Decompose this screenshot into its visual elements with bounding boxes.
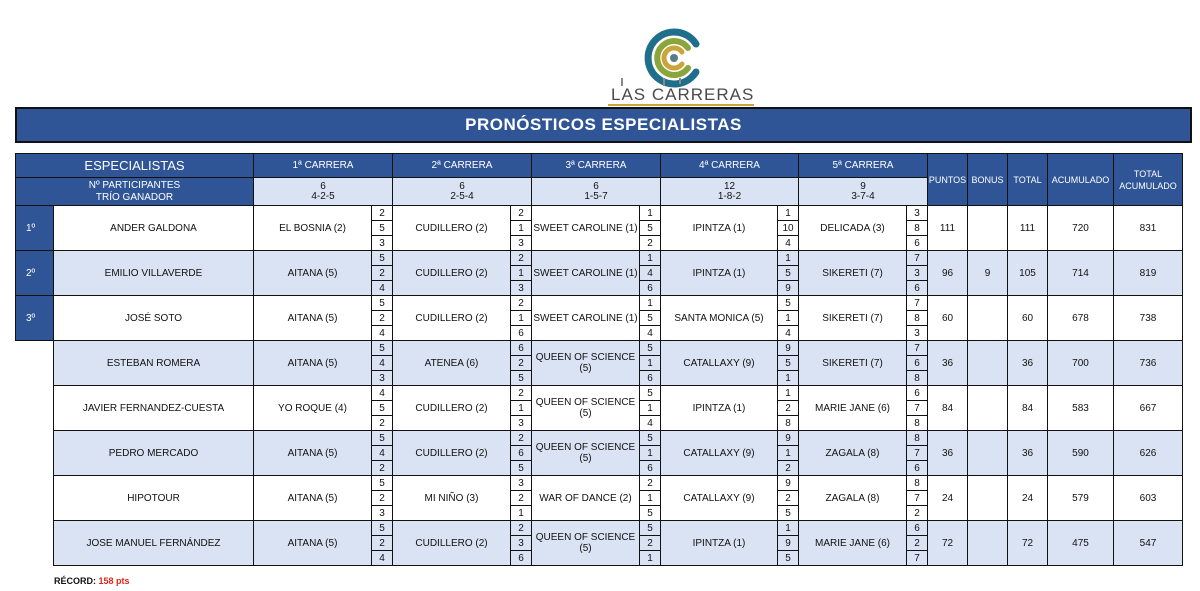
puntos-header: PUNTOS <box>928 154 968 206</box>
race-3-header: 3ª CARRERA <box>532 154 661 178</box>
pick-number: 5 <box>640 521 661 536</box>
pick-number: 8 <box>778 416 799 431</box>
pick-number: 4 <box>372 551 393 566</box>
horse-pick: IPINTZA (1) <box>661 251 778 296</box>
horse-pick: ATENEA (6) <box>393 341 511 386</box>
rank-cell <box>16 521 54 566</box>
horse-pick: SWEET CAROLINE (1) <box>532 206 640 251</box>
specialist-name: JOSE MANUEL FERNÁNDEZ <box>54 521 254 566</box>
pick-number: 3 <box>907 206 928 221</box>
rank-cell <box>16 431 54 476</box>
horse-pick: AITANA (5) <box>254 431 372 476</box>
pick-number: 6 <box>640 461 661 476</box>
pick-number: 1 <box>778 371 799 386</box>
horse-pick: SIKERETI (7) <box>799 296 907 341</box>
horse-pick: SIKERETI (7) <box>799 251 907 296</box>
puntos-cell: 84 <box>928 386 968 431</box>
pick-number: 4 <box>640 416 661 431</box>
total-acumulado-cell: 831 <box>1114 206 1183 251</box>
pick-number: 5 <box>372 401 393 416</box>
horse-pick: CATALLAXY (9) <box>661 431 778 476</box>
pick-number: 5 <box>640 431 661 446</box>
pick-number: 5 <box>640 221 661 236</box>
race-participants: 6 <box>320 180 326 192</box>
horse-pick: AITANA (5) <box>254 251 372 296</box>
pick-number: 6 <box>907 521 928 536</box>
puntos-cell: 36 <box>928 341 968 386</box>
acumulado-cell: 590 <box>1048 431 1114 476</box>
pick-number: 6 <box>640 371 661 386</box>
total-acumulado-cell: 603 <box>1114 476 1183 521</box>
table-row <box>16 521 1183 536</box>
pick-number: 9 <box>778 281 799 296</box>
pick-number: 1 <box>778 386 799 401</box>
pick-number: 3 <box>372 236 393 251</box>
total-acumulado-cell: 547 <box>1114 521 1183 566</box>
rank-cell <box>16 341 54 386</box>
race-5-info <box>799 178 928 206</box>
horse-pick: MARIE JANE (6) <box>799 386 907 431</box>
race-trio: 3-7-4 <box>851 190 875 202</box>
pick-number: 1 <box>511 506 532 521</box>
bonus-cell <box>968 341 1008 386</box>
pick-number: 6 <box>907 461 928 476</box>
logo-underline <box>608 104 754 106</box>
pick-number: 5 <box>640 311 661 326</box>
pick-number: 2 <box>511 356 532 371</box>
pick-number: 2 <box>640 236 661 251</box>
pick-number: 5 <box>372 251 393 266</box>
pick-number: 2 <box>511 206 532 221</box>
pick-number: 3 <box>511 536 532 551</box>
horse-pick: MI NIÑO (3) <box>393 476 511 521</box>
total-acumulado-cell: 819 <box>1114 251 1183 296</box>
pick-number: 3 <box>907 326 928 341</box>
pick-number: 5 <box>511 371 532 386</box>
pick-number: 1 <box>778 521 799 536</box>
pick-number: 2 <box>372 461 393 476</box>
horse-pick: WAR OF DANCE (2) <box>532 476 640 521</box>
horse-pick: IPINTZA (1) <box>661 521 778 566</box>
pick-number: 2 <box>372 416 393 431</box>
race-1-header: 1ª CARRERA <box>254 154 393 178</box>
total-cell: 111 <box>1008 206 1048 251</box>
horse-pick: MARIE JANE (6) <box>799 521 907 566</box>
acumulado-cell: 714 <box>1048 251 1114 296</box>
rank-cell: 3º <box>16 296 54 341</box>
pick-number: 5 <box>640 341 661 356</box>
total-cell: 36 <box>1008 431 1048 476</box>
pick-number: 2 <box>372 206 393 221</box>
total-cell: 84 <box>1008 386 1048 431</box>
rank-cell <box>16 476 54 521</box>
horse-pick: IPINTZA (1) <box>661 386 778 431</box>
total-cell: 36 <box>1008 341 1048 386</box>
bonus-cell: 9 <box>968 251 1008 296</box>
pick-number: 2 <box>511 521 532 536</box>
pick-number: 6 <box>907 281 928 296</box>
pick-number: 1 <box>640 446 661 461</box>
pick-number: 2 <box>372 266 393 281</box>
pick-number: 7 <box>907 491 928 506</box>
horse-pick: AITANA (5) <box>254 521 372 566</box>
bonus-cell <box>968 386 1008 431</box>
race-4-header: 4ª CARRERA <box>661 154 799 178</box>
total-header: TOTAL <box>1008 154 1048 206</box>
race-participants: 6 <box>593 180 599 192</box>
specialist-name: ANDER GALDONA <box>54 206 254 251</box>
pick-number: 7 <box>907 296 928 311</box>
acumulado-cell: 475 <box>1048 521 1114 566</box>
total-acumulado-header: TOTAL ACUMULADO <box>1114 154 1183 206</box>
pick-number: 8 <box>907 416 928 431</box>
pick-number: 4 <box>372 446 393 461</box>
pick-number: 5 <box>640 506 661 521</box>
pick-number: 2 <box>511 491 532 506</box>
rank-cell <box>16 386 54 431</box>
pick-number: 2 <box>511 386 532 401</box>
pick-number: 9 <box>778 536 799 551</box>
pick-number: 3 <box>511 236 532 251</box>
specialist-name: JAVIER FERNANDEZ-CUESTA <box>54 386 254 431</box>
total-cell: 105 <box>1008 251 1048 296</box>
total-cell: 60 <box>1008 296 1048 341</box>
pick-number: 9 <box>778 431 799 446</box>
horse-pick: SANTA MONICA (5) <box>661 296 778 341</box>
pick-number: 1 <box>640 401 661 416</box>
pick-number: 3 <box>372 506 393 521</box>
participants-trio-header <box>16 178 254 206</box>
horse-pick: CUDILLERO (2) <box>393 206 511 251</box>
specialists-header: ESPECIALISTAS <box>16 154 254 178</box>
horse-pick: ZAGALA (8) <box>799 431 907 476</box>
pick-number: 1 <box>778 311 799 326</box>
pick-number: 4 <box>640 266 661 281</box>
pick-number: 2 <box>778 491 799 506</box>
horse-pick: QUEEN OF SCIENCE (5) <box>532 386 640 431</box>
horse-pick: SIKERETI (7) <box>799 341 907 386</box>
total-acumulado-cell: 626 <box>1114 431 1183 476</box>
pick-number: 4 <box>372 386 393 401</box>
rank-cell: 2º <box>16 251 54 296</box>
pick-number: 8 <box>907 221 928 236</box>
acumulado-cell: 720 <box>1048 206 1114 251</box>
pick-number: 1 <box>511 221 532 236</box>
pick-number: 6 <box>907 386 928 401</box>
pick-number: 5 <box>778 356 799 371</box>
total-cell: 72 <box>1008 521 1048 566</box>
specialist-name: PEDRO MERCADO <box>54 431 254 476</box>
pick-number: 2 <box>372 311 393 326</box>
acumulado-cell: 700 <box>1048 341 1114 386</box>
pick-number: 1 <box>511 266 532 281</box>
puntos-cell: 36 <box>928 431 968 476</box>
pick-number: 2 <box>511 251 532 266</box>
pick-number: 1 <box>778 251 799 266</box>
pick-number: 7 <box>907 401 928 416</box>
pick-number: 6 <box>640 281 661 296</box>
bonus-cell <box>968 521 1008 566</box>
pick-number: 2 <box>640 536 661 551</box>
table-row <box>16 296 1183 311</box>
pick-number: 5 <box>778 506 799 521</box>
specialist-name: ESTEBAN ROMERA <box>54 341 254 386</box>
rank-cell: 1º <box>16 206 54 251</box>
bonus-cell <box>968 206 1008 251</box>
pick-number: 2 <box>372 536 393 551</box>
puntos-cell: 72 <box>928 521 968 566</box>
race-4-info <box>661 178 799 206</box>
pick-number: 7 <box>907 341 928 356</box>
race-2-header: 2ª CARRERA <box>393 154 532 178</box>
pick-number: 6 <box>907 236 928 251</box>
puntos-cell: 24 <box>928 476 968 521</box>
pick-number: 10 <box>778 221 799 236</box>
horse-pick: AITANA (5) <box>254 296 372 341</box>
pick-number: 1 <box>640 356 661 371</box>
pick-number: 4 <box>372 326 393 341</box>
acumulado-cell: 678 <box>1048 296 1114 341</box>
pick-number: 2 <box>372 491 393 506</box>
total-acumulado-cell: 738 <box>1114 296 1183 341</box>
horse-pick: YO ROQUE (4) <box>254 386 372 431</box>
horse-pick: AITANA (5) <box>254 476 372 521</box>
pick-number: 1 <box>778 206 799 221</box>
race-participants: 6 <box>459 180 465 192</box>
race-5-header: 5ª CARRERA <box>799 154 928 178</box>
specialist-name: EMILIO VILLAVERDE <box>54 251 254 296</box>
bonus-cell <box>968 296 1008 341</box>
pick-number: 4 <box>778 326 799 341</box>
pick-number: 5 <box>372 521 393 536</box>
race-participants: 9 <box>860 180 866 192</box>
pick-number: 8 <box>907 371 928 386</box>
record-value: 158 pts <box>98 576 130 586</box>
acumulado-cell: 583 <box>1048 386 1114 431</box>
pick-number: 3 <box>511 416 532 431</box>
horse-pick: DELICADA (3) <box>799 206 907 251</box>
pick-number: 6 <box>511 326 532 341</box>
table-row <box>16 251 1183 266</box>
table-row <box>16 386 1183 401</box>
pick-number: 6 <box>907 356 928 371</box>
pick-number: 6 <box>511 446 532 461</box>
pick-number: 1 <box>640 206 661 221</box>
pick-number: 2 <box>778 401 799 416</box>
pick-number: 7 <box>907 251 928 266</box>
horse-pick: AITANA (5) <box>254 341 372 386</box>
pick-number: 2 <box>778 461 799 476</box>
pick-number: 5 <box>778 551 799 566</box>
table-row <box>16 206 1183 221</box>
horse-pick: SWEET CAROLINE (1) <box>532 251 640 296</box>
pick-number: 3 <box>511 281 532 296</box>
horse-pick: CUDILLERO (2) <box>393 431 511 476</box>
race-trio: 1-5-7 <box>584 190 608 202</box>
pick-number: 4 <box>372 281 393 296</box>
bonus-cell <box>968 431 1008 476</box>
pick-number: 8 <box>907 476 928 491</box>
race-participants: 12 <box>723 180 736 192</box>
race-trio: 1-8-2 <box>717 190 742 202</box>
pick-number: 3 <box>511 476 532 491</box>
horse-pick: CUDILLERO (2) <box>393 386 511 431</box>
horse-pick: CUDILLERO (2) <box>393 296 511 341</box>
table-row <box>16 476 1183 491</box>
pick-number: 4 <box>640 326 661 341</box>
pick-number: 6 <box>511 341 532 356</box>
race-trio: 2-5-4 <box>450 190 474 202</box>
pick-number: 3 <box>372 371 393 386</box>
pick-number: 1 <box>511 401 532 416</box>
pick-number: 5 <box>511 461 532 476</box>
participants-label: Nº PARTICIPANTES <box>88 179 181 191</box>
pick-number: 8 <box>907 311 928 326</box>
total-cell: 24 <box>1008 476 1048 521</box>
specialist-name: JOSÉ SOTO <box>54 296 254 341</box>
pick-number: 4 <box>778 236 799 251</box>
pick-number: 9 <box>778 476 799 491</box>
page-title: PRONÓSTICOS ESPECIALISTAS <box>15 107 1192 143</box>
record-note <box>54 576 130 586</box>
pick-number: 2 <box>511 431 532 446</box>
pick-number: 5 <box>640 386 661 401</box>
pick-number: 5 <box>372 221 393 236</box>
table-row <box>16 341 1183 356</box>
pick-number: 8 <box>907 431 928 446</box>
race-trio: 4-2-5 <box>311 190 335 202</box>
acumulado-cell: 579 <box>1048 476 1114 521</box>
pick-number: 5 <box>372 296 393 311</box>
race-1-info <box>254 178 393 206</box>
race-2-info <box>393 178 532 206</box>
forecast-table <box>15 153 1183 566</box>
trio-label: TRÍO GANADOR <box>95 191 174 203</box>
race-3-info <box>532 178 661 206</box>
pick-number: 3 <box>907 266 928 281</box>
horse-pick: QUEEN OF SCIENCE (5) <box>532 431 640 476</box>
horse-pick: EL BOSNIA (2) <box>254 206 372 251</box>
puntos-cell: 111 <box>928 206 968 251</box>
horse-pick: CUDILLERO (2) <box>393 521 511 566</box>
pick-number: 7 <box>907 551 928 566</box>
horse-pick: QUEEN OF SCIENCE (5) <box>532 341 640 386</box>
pick-number: 2 <box>907 536 928 551</box>
horse-pick: CATALLAXY (9) <box>661 341 778 386</box>
horse-pick: ZAGALA (8) <box>799 476 907 521</box>
pick-number: 5 <box>372 476 393 491</box>
pick-number: 6 <box>511 551 532 566</box>
bonus-cell <box>968 476 1008 521</box>
pick-number: 4 <box>372 356 393 371</box>
logo-text: LAS CARRERAS <box>611 85 755 104</box>
pick-number: 1 <box>778 446 799 461</box>
pick-number: 1 <box>640 296 661 311</box>
pick-number: 1 <box>640 491 661 506</box>
pick-number: 2 <box>907 506 928 521</box>
pick-number: 1 <box>511 311 532 326</box>
pick-number: 5 <box>778 296 799 311</box>
pick-number: 9 <box>778 341 799 356</box>
bonus-header: BONUS <box>968 154 1008 206</box>
total-acumulado-cell: 667 <box>1114 386 1183 431</box>
horse-pick: CATALLAXY (9) <box>661 476 778 521</box>
horse-pick: IPINTZA (1) <box>661 206 778 251</box>
puntos-cell: 96 <box>928 251 968 296</box>
pick-number: 7 <box>907 446 928 461</box>
horse-pick: SWEET CAROLINE (1) <box>532 296 640 341</box>
specialist-name: HIPOTOUR <box>54 476 254 521</box>
pick-number: 2 <box>640 476 661 491</box>
pick-number: 1 <box>640 551 661 566</box>
puntos-cell: 60 <box>928 296 968 341</box>
total-acumulado-cell: 736 <box>1114 341 1183 386</box>
pick-number: 5 <box>372 431 393 446</box>
pick-number: 5 <box>372 341 393 356</box>
pick-number: 5 <box>778 266 799 281</box>
acumulado-header: ACUMULADO <box>1048 154 1114 206</box>
pick-number: 1 <box>640 251 661 266</box>
horse-pick: CUDILLERO (2) <box>393 251 511 296</box>
horse-pick: QUEEN OF SCIENCE (5) <box>532 521 640 566</box>
table-row <box>16 431 1183 446</box>
record-label: RÉCORD: <box>54 576 96 586</box>
pick-number: 2 <box>511 296 532 311</box>
